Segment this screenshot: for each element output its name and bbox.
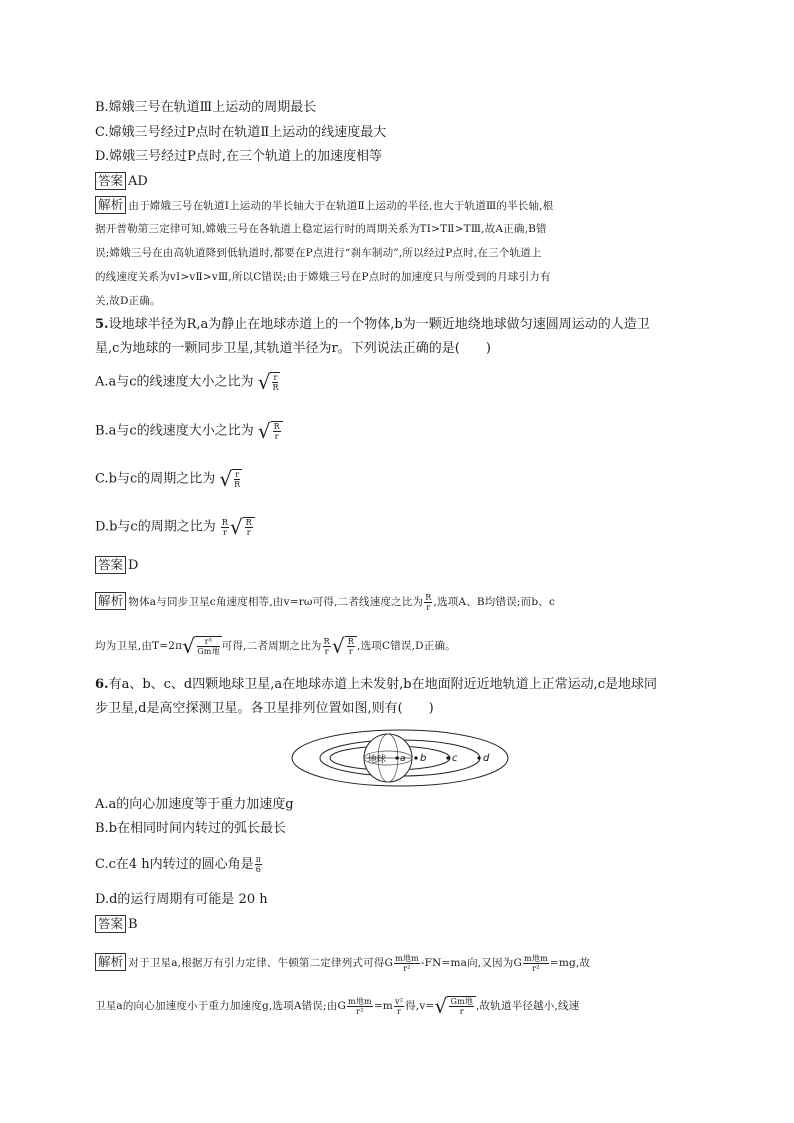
fraction-R-over-r: $\frac{R}{r}$ — [221, 517, 228, 537]
sqrt-r3-over-gm: √ $\frac{\text{r³}}{\text{Gm地}}$ — [182, 634, 220, 658]
q5-explanation-line-1: 解析 物体a与同步卫星c角速度相等,由v=rω可得,二者线速度之比为 $\frac{R}{r}$ ,选项A、B均错误;而b、c — [95, 592, 555, 612]
fraction-pi-over-6: $\frac{\pi}{6}$ — [255, 855, 261, 874]
fraction-gravity: $\frac{\text{m地m}}{\text{r²}}$ — [348, 996, 372, 1016]
q4-explanation-line-5: 关,故D正确。 — [95, 295, 161, 307]
sqrt-R-over-r: √ $\frac{R}{r}$ — [230, 517, 255, 537]
q4-explanation-line-2: 据开普勒第三定律可知,嫦娥三号在各轨道上稳定运行时的周期关系为TⅠ>TⅡ>TⅢ,故A正确,B错 — [95, 223, 547, 235]
q4-answer — [95, 172, 148, 191]
q5-option-a: A.a与c的线速度大小之比为 √ $\frac{r}{R}$ — [95, 370, 279, 394]
q6-explanation-line-2: 卫星a的向心加速度小于重力加速度g,选项A错误;由G $\frac{\text{m地m}}{\text{r²}}$ =m $\frac{\text{v²}}{r}$ 得,v= √ $\frac{\text{Gm地}}{r}$ ,故轨道半径越小,线速 — [95, 994, 580, 1018]
satellite-a-label: a — [400, 754, 406, 764]
answer-label: 答案 — [95, 915, 126, 933]
q4-option-b: B.嫦娥三号在轨道Ⅲ上运动的周期最长 — [95, 100, 317, 115]
sqrt-R-over-r: √ $\frac{R}{r}$ — [332, 636, 357, 656]
q5-option-c: C.b与c的周期之比为 √ $\frac{r}{R}$ — [95, 467, 241, 491]
q6-option-c: C.c在4 h内转过的圆心角是 $\frac{\pi}{6}$ — [95, 855, 261, 874]
q5-stem-line-2: 星,c为地球的一颗同步卫星,其轨道半径为r。下列说法正确的是( ) — [95, 341, 491, 356]
earth-label: 地球 — [368, 755, 387, 765]
satellite-d-label: d — [483, 753, 490, 764]
fraction-gravity: $\frac{\text{m地m}}{\text{r²}}$ — [395, 953, 419, 973]
question-number: 6. — [95, 677, 109, 692]
q6-answer — [95, 915, 138, 934]
sqrt-r-over-R: √ $\frac{r}{R}$ — [219, 467, 241, 491]
question-number: 5. — [95, 317, 109, 332]
sqrt-r-over-R: √ $\frac{r}{R}$ — [257, 370, 279, 394]
sqrt-R-over-r: √ $\frac{R}{r}$ — [258, 421, 283, 441]
q5-option-b: B.a与c的线速度大小之比为 √ $\frac{R}{r}$ — [95, 421, 283, 441]
q5-stem-line-1: 5.设地球半径为R,a为静止在地球赤道上的一个物体,b为一颗近地绕地球做匀速圆周运动的人造卫 — [95, 317, 650, 332]
q5-option-d: D.b与c的周期之比为 $\frac{R}{r}$ √ $\frac{R}{r}$ — [95, 517, 255, 537]
q4-explanation-line-3: 误;嫦娥三号在由高轨道降到低轨道时,都要在P点进行“刹车制动”,所以经过P点时,在三个轨道上 — [95, 247, 542, 259]
answer-value: B — [128, 917, 138, 932]
q5-explanation-line-2: 均为卫星,由T=2π √ $\frac{\text{r³}}{\text{Gm地}}$ 可得,二者周期之比为 $\frac{R}{r}$ √ $\frac{R}{r}$ ,选项C错误,D正确。 — [95, 634, 456, 658]
satellite-b-label: b — [420, 753, 427, 764]
q6-explanation-line-1: 解析 对于卫星a,根据万有引力定律、牛顿第二定律列式可得G $\frac{\text{m地m}}{\text{r²}}$ -FN=ma向,又因为G $\frac{\text{m地m}}{\text{r²}}$ =mg,故 — [95, 953, 590, 973]
fraction-R-over-r: $\frac{R}{r}$ — [323, 636, 330, 656]
q6-option-a: A.a的向心加速度等于重力加速度g — [95, 797, 294, 812]
answer-value: D — [128, 558, 139, 573]
sqrt-gm-over-r: √ $\frac{\text{Gm地}}{r}$ — [434, 996, 476, 1016]
satellite-a-dot — [395, 756, 398, 759]
answer-value: AD — [128, 174, 148, 189]
explanation-label: 解析 — [95, 592, 126, 610]
q6-option-d: D.d的运行周期有可能是 20 h — [95, 892, 268, 907]
satellite-c-label: c — [452, 753, 458, 764]
answer-label: 答案 — [95, 172, 126, 190]
q6-stem-line-2: 步卫星,d是高空探测卫星。各卫星排列位置如图,则有( ) — [95, 701, 434, 716]
fraction-gravity: $\frac{\text{m地m}}{\text{r²}}$ — [524, 953, 548, 973]
q6-stem-line-1: 6.有a、b、c、d四颗地球卫星,a在地球赤道上未发射,b在地面附近近地轨道上正常运动,c是地球同 — [95, 677, 658, 692]
q4-option-d: D.嫦娥三号经过P点时,在三个轨道上的加速度相等 — [95, 149, 382, 164]
q4-option-c: C.嫦娥三号经过P点时在轨道Ⅱ上运动的线速度最大 — [95, 125, 387, 140]
q6-option-b: B.b在相同时间内转过的弧长最长 — [95, 821, 287, 836]
q5-answer — [95, 556, 138, 575]
satellite-d-dot — [477, 756, 480, 759]
fraction-R-over-r: $\frac{R}{r}$ — [425, 592, 432, 612]
explanation-label: 解析 — [95, 196, 126, 214]
satellite-b-dot — [414, 756, 417, 759]
q4-explanation-line-4: 的线速度关系为vⅠ>vⅡ>vⅢ,所以C错误;由于嫦娥三号在P点时的加速度只与所受到的月球引力有 — [95, 271, 551, 283]
satellite-orbit-diagram — [290, 727, 510, 789]
explanation-label: 解析 — [95, 953, 126, 971]
fraction-v2-over-r: $\frac{\text{v²}}{r}$ — [394, 996, 404, 1016]
satellite-c-dot — [446, 756, 449, 759]
answer-label: 答案 — [95, 556, 126, 574]
q4-explanation-line-1: 解析 由于嫦娥三号在轨道Ⅰ上运动的半长轴大于在轨道Ⅱ上运动的半径,也大于轨道Ⅲ的半长轴,根 — [95, 196, 553, 215]
